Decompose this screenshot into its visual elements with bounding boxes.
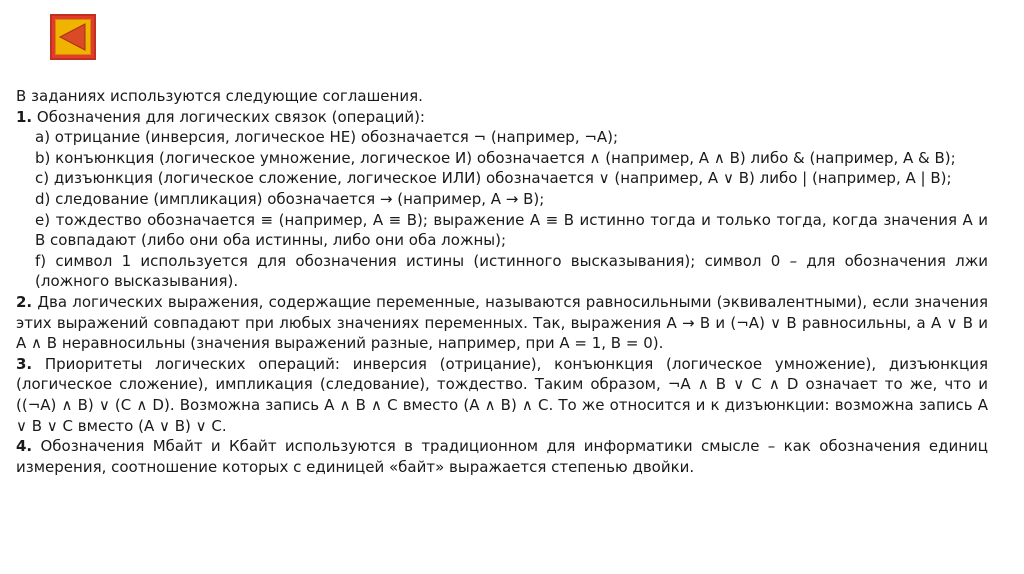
document-body: [16, 86, 988, 477]
section-2-text: Два логических выражения, содержащие переменные, называются равносильными (эквивалентными), если значения этих выражений совпадают при любых значениях переменных. Так, выражения А → В и (¬А) ∨ В равносильны, а А ∨ В и А ∧ В неравносильны (значения выражений разные, например, при А = 1, В = 0).: [16, 292, 988, 353]
section-4-text: Обозначения Мбайт и Кбайт используются в традиционном для информатики смысле – как обозначения единиц измерения, соотношение которых с единицей «байт» выражается степенью двойки.: [16, 437, 988, 476]
section-1-item-f: f) символ 1 используется для обозначения истины (истинного высказывания); символ 0 – для обозначения лжи (ложного высказывания).: [35, 251, 988, 291]
section-1-item-e: e) тождество обозначается ≡ (например, A ≡ B); выражение A ≡ B истинно тогда и только тогда, когда значения A и B совпадают (либо они оба истинны, либо они оба ложны);: [35, 210, 988, 250]
section-4-number: 4.: [16, 437, 33, 456]
section-3-text: Приоритеты логических операций: инверсия (отрицание), конъюнкция (логическое умножение), дизъюнкция (логическое сложение), импликация (следование), тождество. Таким образом, ¬А ∧ В ∨ С ∧ D означает то же, что и ((¬А) ∧ В) ∨ (С ∧ D). Возможна запись А ∧ В ∧ С вместо (А ∧ В) ∧ С. То же относится и к дизъюнкции: возможна запись А ∨ В ∨ С вместо (А ∨ В) ∨ С.: [16, 354, 988, 435]
back-button-inner: [55, 19, 91, 55]
section-1-number: 1.: [16, 107, 33, 126]
back-button[interactable]: [50, 14, 96, 60]
section-1-item-d: d) следование (импликация) обозначается → (например, А → В);: [35, 189, 545, 208]
left-triangle-icon: [56, 20, 90, 54]
section-1-item-a: a) отрицание (инверсия, логическое НЕ) обозначается ¬ (например, ¬А);: [35, 128, 619, 147]
section-3: [16, 354, 988, 436]
intro-line: В заданиях используются следующие соглашения.: [16, 87, 423, 105]
section-3-number: 3.: [16, 354, 33, 373]
section-1-item-b: b) конъюнкция (логическое умножение, логическое И) обозначается ∧ (например, А ∧ В) либо & (например, А & В);: [35, 148, 956, 167]
section-4: [16, 436, 988, 477]
section-1-title: Обозначения для логических связок (операций):: [36, 107, 425, 126]
section-1-item-c: c) дизъюнкция (логическое сложение, логическое ИЛИ) обозначается ∨ (например, А ∨ В) либо | (например, А | В);: [35, 169, 952, 188]
section-2-number: 2.: [16, 292, 33, 311]
section-2: [16, 292, 988, 354]
section-1-heading: [16, 107, 988, 128]
